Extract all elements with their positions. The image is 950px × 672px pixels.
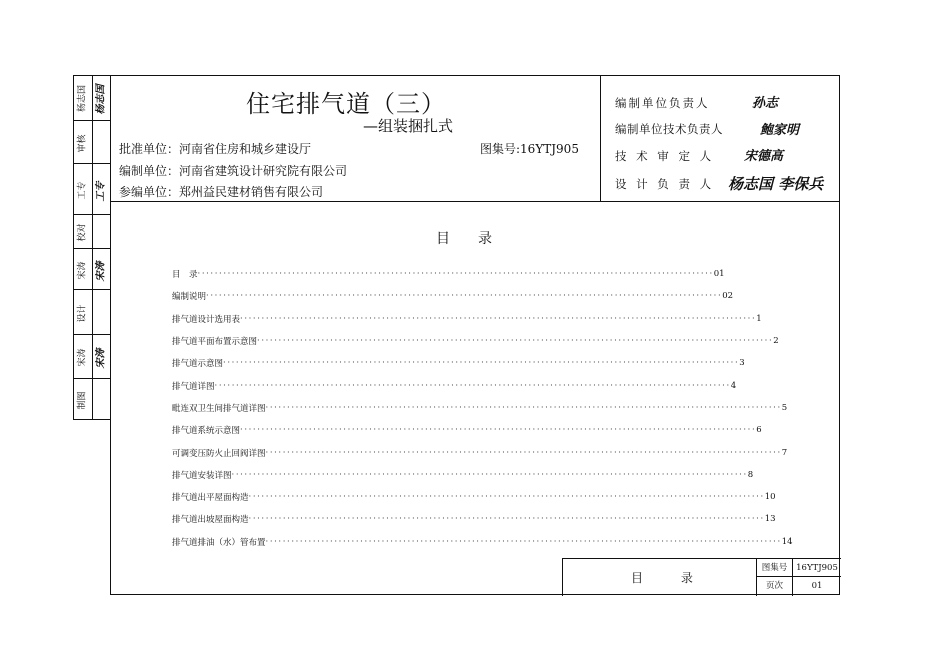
strip-cell xyxy=(73,334,110,378)
page-label: 页次 xyxy=(757,577,793,596)
strip-cell-label: 审核 xyxy=(77,134,88,153)
compiling-unit: 编制单位：河南省建筑设计研究院有限公司 xyxy=(119,164,348,178)
toc-list xyxy=(172,263,793,553)
toc-leader-dots: ························································································································ xyxy=(265,447,782,458)
toc-item-label: 排气道出坡屋面构造 xyxy=(172,515,249,526)
strip-cell xyxy=(73,120,110,163)
atlas-label: 图集号 xyxy=(757,559,793,577)
toc-leader-dots: ························································································································ xyxy=(248,492,765,503)
page-subtitle: —组装捆扎式 xyxy=(363,117,454,135)
toc-item-label: 排气道系统示意图 xyxy=(172,426,241,437)
toc-item-label: 编制说明 xyxy=(172,292,207,303)
toc-item-page: 14 xyxy=(781,536,793,547)
toc-leader-dots: ························································································································ xyxy=(197,269,714,280)
strip-cell-label: 宋涛 xyxy=(77,261,88,280)
toc-item-label: 目 录 xyxy=(172,270,198,281)
toc-item-label: 排气道详图 xyxy=(172,381,215,392)
signature: 杨志国 李保兵 xyxy=(728,175,824,193)
toc-item xyxy=(172,263,725,285)
strip-cell-signature: 杨志国 xyxy=(95,84,107,114)
toc-leader-dots: ························································································································ xyxy=(231,469,748,480)
toc-item-label: 排气道安装详图 xyxy=(172,470,232,481)
header-vertical-divider xyxy=(600,75,601,201)
strip-cell xyxy=(73,248,110,289)
toc-item xyxy=(172,374,737,396)
toc-item xyxy=(172,486,776,508)
signature: 孙志 xyxy=(752,96,779,111)
strip-cell xyxy=(73,163,110,214)
strip-cell-label: 宋涛 xyxy=(77,348,88,367)
toc-item xyxy=(172,419,762,441)
responsible-role: 技 术 审 定 人 xyxy=(615,149,715,163)
page-value: 01 xyxy=(811,581,823,591)
toc-item-label: 排气道示意图 xyxy=(172,359,224,370)
toc-item xyxy=(172,441,788,463)
header-divider xyxy=(110,201,840,202)
title-block-name: 目 录 xyxy=(631,571,693,585)
strip-cell-label: 设计 xyxy=(77,304,88,323)
strip-cell-signature: 宋涛 xyxy=(95,261,107,281)
toc-item-label: 排气道设计选用表 xyxy=(172,314,241,325)
toc-leader-dots: ························································································································ xyxy=(240,425,757,436)
toc-item-page: 10 xyxy=(764,492,776,503)
atlas-number: 图集号:16YTJ905 xyxy=(480,142,579,156)
toc-item xyxy=(172,508,776,530)
strip-cell xyxy=(73,214,110,248)
toc-leader-dots: ························································································································ xyxy=(248,514,765,525)
toc-item-label: 排气道平面布置示意图 xyxy=(172,337,258,348)
toc-item-page: 5 xyxy=(781,402,788,413)
strip-cell-label: 制图 xyxy=(77,391,88,410)
toc-item-page: 02 xyxy=(722,291,734,302)
toc-item-page: 8 xyxy=(747,469,754,480)
toc-item-label: 排气道排油（水）管布置 xyxy=(172,537,266,548)
responsible-role: 编制单位技术负责人 xyxy=(615,122,723,136)
strip-cell xyxy=(73,75,110,120)
approval-unit: 批准单位：河南省住房和城乡建设厅 xyxy=(119,142,312,156)
signature: 宋德高 xyxy=(744,149,784,164)
toc-item-label: 可调变压防火止回阀详图 xyxy=(172,448,266,459)
responsible-role: 设 计 负 责 人 xyxy=(615,177,715,191)
toc-item-page: 4 xyxy=(730,380,737,391)
toc-item-page: 6 xyxy=(756,425,762,436)
toc-item xyxy=(172,464,754,486)
toc-leader-dots: ························································································································ xyxy=(265,536,782,547)
toc-item xyxy=(172,397,788,419)
toc-leader-dots: ························································································································ xyxy=(206,291,723,302)
toc-item xyxy=(172,352,745,374)
strip-cell-label: 工专 xyxy=(77,181,88,200)
toc-item-page: 1 xyxy=(756,313,762,324)
toc-leader-dots: ························································································································ xyxy=(257,336,774,347)
title-block-grid xyxy=(757,559,841,596)
toc-item-page: 01 xyxy=(713,269,725,280)
toc-item-page: 13 xyxy=(764,514,776,525)
toc-item-label: 毗连双卫生间排气道详图 xyxy=(172,403,266,414)
toc-item-page: 3 xyxy=(739,358,745,369)
toc-leader-dots: ························································································································ xyxy=(265,402,782,413)
responsible-role: 编制单位负责人 xyxy=(615,96,710,110)
toc-item xyxy=(172,531,793,553)
toc-leader-dots: ························································································································ xyxy=(214,380,731,391)
strip-cell xyxy=(73,378,110,420)
title-block-name-cell xyxy=(563,559,757,596)
toc-item xyxy=(172,308,762,330)
toc-item-page: 2 xyxy=(773,336,779,347)
strip-cell xyxy=(73,289,110,334)
strip-cell-signature: 工专 xyxy=(95,181,107,201)
toc-item-page: 7 xyxy=(781,447,788,458)
participating-unit: 参编单位：郑州益民建材销售有限公司 xyxy=(119,185,324,199)
page-title: 住宅排气道（三） xyxy=(246,90,446,118)
strip-cell-signature: 宋涛 xyxy=(95,348,107,369)
signature: 鲍家明 xyxy=(760,123,800,138)
title-block xyxy=(562,558,841,596)
atlas-value: 16YTJ905 xyxy=(793,559,841,577)
strip-cell-label: 杨志国 xyxy=(77,84,88,112)
toc-item-label: 排气道出平屋面构造 xyxy=(172,493,249,504)
toc-item xyxy=(172,285,734,307)
toc-leader-dots: ························································································································ xyxy=(223,358,740,369)
toc-title: 目 录 xyxy=(436,231,492,247)
toc-leader-dots: ························································································································ xyxy=(240,313,757,324)
strip-cell-label: 校对 xyxy=(77,223,88,242)
toc-item xyxy=(172,330,779,352)
